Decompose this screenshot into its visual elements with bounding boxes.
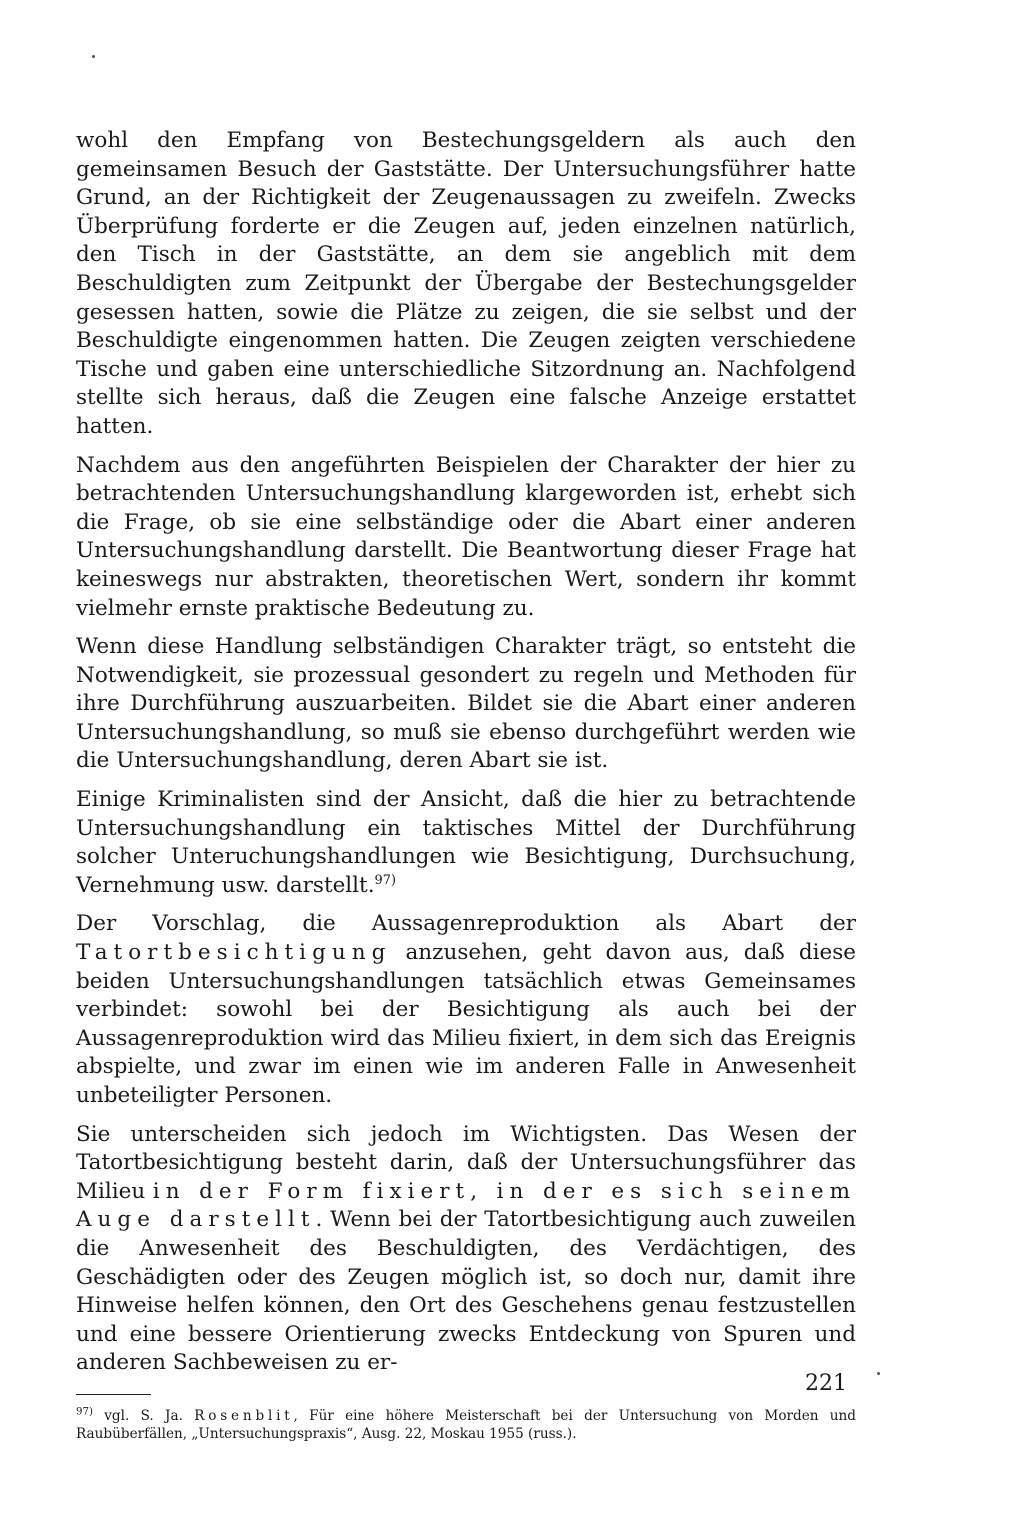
footnote-mark: 97) [76, 1406, 93, 1418]
emphasis-spaced: Tatortbesichtigung [76, 940, 392, 966]
print-speck [877, 1372, 880, 1375]
paragraph-3: Wenn diese Handlung selbständigen Charakter trägt, so entsteht die Notwendigkeit, sie prozessual gesondert zu regeln und Methoden für ihre Durchführung auszuarbeiten. Bildet sie die Abart einer anderen Untersuchungshandlung, so muß sie ebenso durchgeführt werden wie die Untersuchungshandlung, deren Abart sie ist. [76, 634, 856, 774]
footnote-author: Rosenblit [194, 1407, 294, 1424]
emphasis-spaced: in der Form fixiert, in der es sich seinem Auge darstellt [76, 1178, 856, 1233]
footnote-text-before: vgl. S. Ja. [92, 1407, 195, 1424]
footnote-text-after: , Für eine höhere Meisterschaft bei der Untersuchung von Morden und Raubüberfällen, „Untersuchungspraxis“, Ausg. 22, Moskau 1955 (russ.). [76, 1407, 857, 1442]
page-number: 221 [805, 1371, 847, 1396]
page-body [76, 127, 856, 1443]
paragraph-5 [76, 910, 856, 1110]
print-speck [92, 55, 95, 58]
paragraph-6-text-after: . Wenn bei der Tatortbesichtigung auch zuweilen die Anwesenheit des Beschuldigten, des Verdächtigen, des Geschädigten oder des Zeugen möglich ist, so doch nur, damit ihre Hinweise helfen können, den Ort des Geschehens genau festzustellen und eine bessere Orientierung zwecks Entdeckung von Spuren und anderen Sachbeweisen zu er- [76, 1207, 856, 1376]
footnote [76, 1407, 856, 1443]
paragraph-5-text-after: anzusehen, geht davon aus, daß diese beiden Untersuchungshandlungen tatsächlich etwas Gemeinsames verbindet: sowohl bei der Besichtigung als auch bei der Aussagenreproduktion wird das Milieu fixiert, in dem sich das Ereignis abspielte, und zwar im einen wie im anderen Falle in Anwesenheit unbeteiligter Personen. [76, 940, 856, 1108]
paragraph-2: Nachdem aus den angeführten Beispielen der Charakter der hier zu betrachtenden Untersuchungshandlung klargeworden ist, erhebt sich die Frage, ob sie eine selbständige oder die Abart einer anderen Untersuchungshandlung darstellt. Die Beantwortung dieser Frage hat keineswegs nur abstrakten, theoretischen Wert, sondern ihr kommt vielmehr ernste praktische Bedeutung zu. [76, 452, 856, 621]
paragraph-6-text-before: Sie unterscheiden sich jedoch im Wichtigsten. Das Wesen der Tatortbesichtigung besteht darin, daß der Untersuchungsführer das Milieu [76, 1121, 856, 1204]
paragraph-4-text: Einige Kriminalisten sind der Ansicht, daß die hier zu betrachtende Untersuchungshandlung ein taktisches Mittel der Durchführung solcher Unteruchungshandlungen wie Besichtigung, Durchsuchung, Vernehmung usw. darstellt. [76, 787, 856, 898]
footnote-divider [76, 1394, 151, 1395]
footnote-reference: 97) [374, 872, 396, 888]
paragraph-4 [76, 786, 856, 900]
paragraph-6 [76, 1121, 856, 1378]
paragraph-5-text-before: Der Vorschlag, die Aussagenreproduktion als Abart der [76, 911, 856, 937]
paragraph-1: wohl den Empfang von Bestechungsgeldern als auch den gemeinsamen Besuch der Gaststätte. Der Untersuchungsführer hatte Grund, an der Richtigkeit der Zeugenaussagen zu zweifeln. Zwecks Überprüfung forderte er die Zeugen auf, jeden einzelnen natürlich, den Tisch in der Gaststätte, an dem sie angeblich mit dem Beschuldigten zum Zeitpunkt der Übergabe der Bestechungsgelder gesessen hatten, sowie die Plätze zu zeigen, die sie selbst und der Beschuldigte eingenommen hatten. Die Zeugen zeigten verschiedene Tische und gaben eine unterschiedliche Sitzordnung an. Nachfolgend stellte sich heraus, daß die Zeugen eine falsche Anzeige erstattet hatten. [76, 128, 856, 439]
